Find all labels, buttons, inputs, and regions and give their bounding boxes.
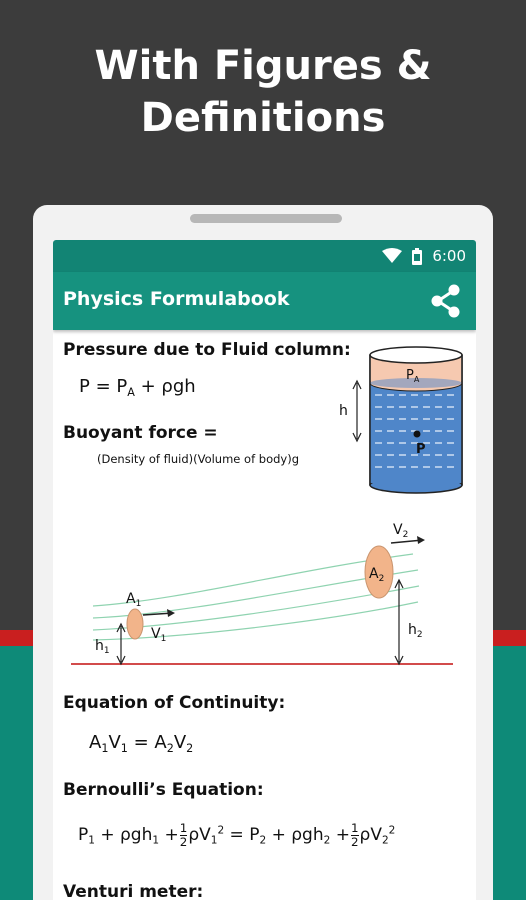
continuity-formula: $A_1V_1 = A_2V_2$ bbox=[89, 732, 194, 755]
label-a1: $A_1$ bbox=[126, 591, 142, 609]
battery-icon bbox=[412, 248, 422, 265]
cylinder-label-pa: $P_A$ bbox=[406, 368, 420, 384]
label-h1: $h_1$ bbox=[95, 638, 110, 656]
buoyant-heading: Buoyant force = bbox=[63, 423, 218, 443]
status-bar bbox=[53, 240, 476, 272]
pressure-heading: Pressure due to Fluid column: bbox=[63, 340, 351, 360]
phone-speaker bbox=[190, 214, 342, 223]
cylinder-label-p: P bbox=[416, 442, 426, 457]
promo-headline bbox=[0, 40, 526, 144]
fluid-cylinder-figure bbox=[333, 335, 468, 500]
label-v2: $V_2$ bbox=[393, 522, 409, 540]
promo-headline-line2: Definitions bbox=[140, 95, 386, 141]
label-a2: $A_2$ bbox=[369, 566, 385, 584]
label-h2: $h_2$ bbox=[408, 622, 423, 640]
share-icon[interactable] bbox=[428, 283, 464, 319]
cylinder-label-h: h bbox=[339, 403, 348, 419]
app-bar bbox=[53, 272, 476, 330]
app-title: Physics Formulabook bbox=[63, 288, 290, 310]
phone-screen bbox=[53, 240, 476, 900]
bernoulli-tube-figure bbox=[63, 510, 473, 680]
wifi-icon bbox=[382, 248, 402, 264]
label-v1: $V_1$ bbox=[151, 626, 167, 644]
buoyant-formula: (Density of fluid)(Volume of body)g bbox=[97, 452, 299, 466]
bernoulli-heading: Bernoulli’s Equation: bbox=[63, 780, 264, 800]
continuity-heading: Equation of Continuity: bbox=[63, 693, 286, 713]
promo-headline-line1: With Figures & bbox=[94, 43, 432, 89]
formula-content bbox=[53, 330, 476, 900]
status-time: 6:00 bbox=[432, 247, 466, 265]
bernoulli-formula: $P_1 + \rho gh_1$ + $\frac{1}{2}$ $\rho V_1^2 = P_2 + \rho gh_2$ + $\frac{1}{2}$ $\rho V_2^2$ bbox=[78, 821, 396, 849]
venturi-heading: Venturi meter: bbox=[63, 882, 204, 900]
pressure-formula: $P = P_A + \rho gh$ bbox=[79, 376, 196, 399]
